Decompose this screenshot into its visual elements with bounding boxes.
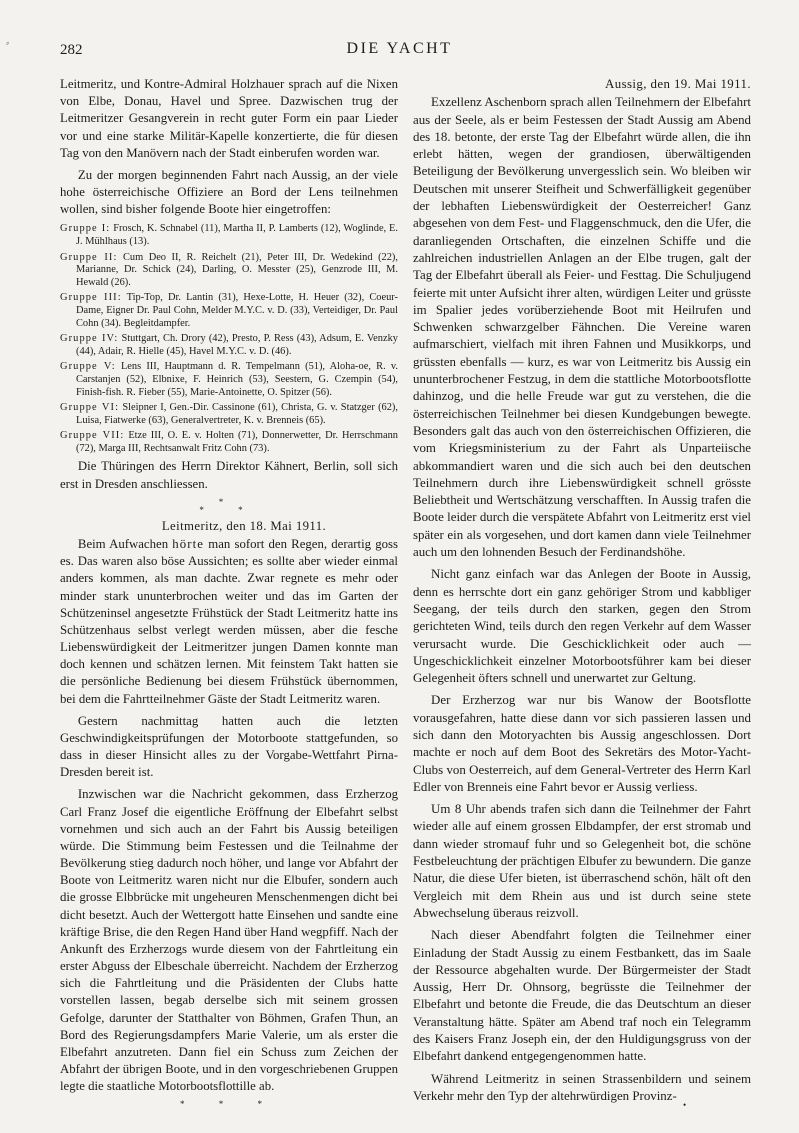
- boat-list: [60, 223, 398, 455]
- group-label: Gruppe VII:: [60, 430, 125, 442]
- group-label: Gruppe VI:: [60, 402, 120, 414]
- group-text: Etze III, O. E. v. Holten (71), Donnerwetter, Dr. Herrschmann (72), Marga III, Rechtsanwalt Fritz Cohn (73).: [76, 430, 398, 454]
- boat-group: [60, 333, 398, 358]
- left-column: [60, 76, 398, 1112]
- running-title: DIE YACHT: [346, 40, 453, 57]
- emphasis: hörte: [172, 536, 205, 551]
- paragraph: Nicht ganz einfach war das Anlegen der Boote in Aussig, denn es herrschte dort ein ganz gehöriger Strom und kabbliger Seegang, der teils durch den starken, gegen den Strom gerichteten Wind, teils durch den regen Verkehr auf dem Wasser verursacht wurde. Die Geschicklichkeit oder auch — Ungeschicklichkeit einzelner Motorbootsführer kam bei dieser Gelegenheit öfters schnell und unerwartet zur Geltung.: [413, 567, 751, 686]
- group-label: Gruppe IV:: [60, 333, 119, 345]
- stars-row: * *: [199, 504, 259, 515]
- boat-group: [60, 223, 398, 248]
- boat-group: [60, 292, 398, 330]
- paragraph: Gestern nachmittag hatten auch die letzten Geschwindigkeitsprüfungen der Motorboote stattgefunden, so dass in dieser Hinsicht alles zu der Vorgabe-Wettfahrt Pirna-Dresden bereit ist.: [60, 713, 398, 780]
- text-run: man sofort den Regen, derartig goss es. Das waren also böse Aussichten; es sollte aber wieder einmal anders kommen, als man dachte. Zwar regnete es mehr oder minder stark ununterbrochen weiter und das im Garten der Schützeninsel angesetzte Frühstück der Stadt Leitmeritz hatte ins Schützenhaus selbst verlegt werden müssen, aber die fesche Liebenswürdigkeit der Leitmeritzer jungen Damen konnte man doch kennen und schätzen lernen. Mit feinstem Takt hatten sie die persönliche Bedienung bei diesem Frühstück übernommen, bei dem die Fahrtteilnehmer Gäste der Stadt Leitmeritz waren.: [60, 536, 398, 706]
- paragraph: Während Leitmeritz in seinen Strassenbildern und seinem Verkehr mehr den Typ der altehrwürdigen Provinz-: [413, 1071, 751, 1103]
- text-run: Beim Aufwachen: [77, 536, 173, 551]
- boat-group: [60, 430, 398, 455]
- paragraph: Die Thüringen des Herrn Direktor Kähnert, Berlin, soll sich erst in Dresden anschliessen.: [60, 459, 398, 491]
- page-number: 282: [60, 42, 83, 58]
- group-label: Gruppe III:: [60, 292, 122, 304]
- paragraph: Inzwischen war die Nachricht gekommen, dass Erzherzog Carl Franz Josef die eigentliche Eröffnung der Elbefahrt selbst vornehmen und sich auch an der Fahrt bis Aussig beteiligen würde. Die Stimmung beim Festessen und die Teilnahme der Bevölkerung stieg dadurch noch höher, und lange vor Abfahrt der Boote von Leitmeritz waren nicht nur die Elbufer, sondern auch die grosse Elbbrücke mit ungeheuren Menschenmengen dicht bei dicht besetzt. Auch der Wettergott hatte Einsehen und sandte eine kräftige Brise, die den Regen Hand über Hand wegpfiff. Nach der Ankunft des Erzherzogs wurde diesem von der Fahrtleitung ein erster Abguss der Elbeschale überreicht. Nachdem der Erzherzog sich die Fahrtleitung und die Präsidenten der Clubs hatte vorstellen lassen, begab derselbe sich mit seinem grossen Gefolge, darunter der Statthalter von Böhmen, Grafen Thun, an Bord des Regierungsdampfers Marie Valerie, um als erster die Elbefahrt anzutreten. Dann fiel ein Schuss zum Zeichen der Abfahrt der übrigen Boote, und in den vorgeschriebenen Gruppen legte die staatliche Motorbootsflottille ab.: [60, 787, 398, 1094]
- group-label: Gruppe II:: [60, 251, 118, 263]
- right-column: [413, 76, 751, 1110]
- dateline: Aussig, den 19. Mai 1911.: [605, 77, 751, 91]
- boat-group: [60, 252, 398, 290]
- paragraph: Um 8 Uhr abends trafen sich dann die Teilnehmer der Fahrt wieder alle auf einem grossen Elbdampfer, der erst stromab und dann wieder stromauf fuhr und so Gelegenheit bot, die schöne Festbeleuchtung der prächtigen Elbufer zu bewundern. Die ganze Natur, die diese Ufer bieten, ist überraschend schön, hält oft den Vergleich mit dem Rhein aus und ist durch seine stete Abwechselung überaus reizvoll.: [413, 802, 751, 920]
- group-text: Sleipner I, Gen.-Dir. Cassinone (61), Christa, G. v. Statzger (62), Luisa, Fiatwerke (63), Generalvertreter, K. v. Brenneis (65).: [76, 402, 398, 426]
- paragraph: [60, 536, 398, 708]
- paragraph: Nach dieser Abendfahrt folgten die Teilnehmer einer Einladung der Stadt Aussig zu einem Festbankett, das im Saale der Ressource abgehalten wurde. Der Bürgermeister der Stadt Aussig, Herr Dr. Ohnsorg, begrüsste die Teilnehmer der Elbefahrt und betonte die Freude, die das Deutschtum an dieser Veranstaltung hätte. Später am Abend traf noch ein Telegramm des Kaisers Franz Joseph ein, der den Huldigungsgruss von der Elbefahrt dankend entgegengenommen hatte.: [413, 928, 751, 1064]
- dateline: Leitmeritz, den 18. Mai 1911.: [161, 518, 327, 533]
- paragraph: Der Erzherzog war nur bis Wanow der Bootsflotte vorausgefahren, hatte diese dann vor sich passieren lassen und sich dann den Motoryachten bis Aussig angeschlossen. Dort machte er noch auf dem Boot des Sekretärs des Motor-Yacht-Clubs von Oesterreich, auf dem General-Vertreter des Herrn Karl Edler von Brenneis eine Fahrt bevor er Aussig verliess.: [413, 693, 751, 794]
- stars-row: *: [218, 496, 240, 507]
- boat-group: [60, 402, 398, 427]
- paragraph: Leitmeritz, und Kontre-Admiral Holzhauer sprach auf die Nixen von Elbe, Donau, Havel und Spree. Dazwischen trug der Leitmeritzer Gesangverein in recht guter Form ein paar Lieder vor und eine starke Militär-Kapelle konzertierte, die für diesen Tag von den Manövern nach der Stadt einberufen worden war.: [60, 77, 398, 160]
- group-text: Frosch, K. Schnabel (11), Martha II, P. Lamberts (12), Woglinde, E. J. Mühlhaus (13).: [76, 223, 398, 247]
- end-divider: * * *: [180, 1099, 278, 1110]
- group-text: Stuttgart, Ch. Drory (42), Presto, P. Ress (43), Adsum, E. Venzky (44), Adair, R. Hielle (45), Havel M.Y.C. v. D. (46).: [76, 333, 398, 357]
- paragraph: Exzellenz Aschenborn sprach allen Teilnehmern der Elbefahrt aus der Seele, als er beim Festessen der Stadt Aussig am Abend des 18. betonte, der erste Tag der Elbefahrt würde allen, die ihn erlebt hätten, wegen der grandiosen, überwältigenden Beteiligung der Bevölkerung unvergesslich sein. Wo bleiben wir Deutschen mit unserer Steifheit und Schwerfälligkeit gegenüber der lebhaften Liebenswürdigkeit der Oesterreicher! Ganz abgesehen von dem Fest- und Flaggenschmuck, den die Ufer, die daranliegenden Ortschaften, die einzelnen Schiffe und die zahlreichen industriellen Anlagen an der Elbe trugen, galt der Tag der Elbefahrt überall als Feier- und Festtag. Die Schuljugend feierte mit unter Aufsicht ihrer alten, würdigen Leiter und grüsste im Spalier jedes vorüberziehende Boot mit Heilrufen und Schwenken schwarzgelber Fähnchen. Die Vereine waren aufmarschiert, vielfach mit ihren Fahnen und Musikkorps, und grüssten ebenfalls — kurz, es war von Leitmeritz bis Aussig ein ununterbrochener Festzug, in dem die stattliche Motorbootsflotte dahinzog, und die helle Freude war gut zu verstehen, die die österreichischen Teilnehmer bei diesen Kundgebungen bewegte. Besonders galt das auch von den österreichischen Offizieren, die vom Kriegsministerium zu der Fahrt als Unparteiische abkommandiert waren und die sich auch bei den deutschen Teilnehmern durch ihre Liebenswürdigkeit schnell grösste Beliebtheit und Wertschätzung verschafften. In Aussig trafen die Boote leider durch die verspätete Abfahrt von Leitmeritz erst viel später ein als vorgesehen, und dort kamen dann viele Teilnehmer auch um den lohnenden Besuch der Ferdinandshöhe.: [413, 95, 751, 560]
- boat-group: [60, 361, 398, 399]
- group-text: Lens III, Hauptmann d. R. Tempelmann (51), Aloha-oe, R. v. Carstanjen (52), Elbnixe, F. Heinrich (53), Seestern, G. Czempin (54), Finish-fish. R. Fieber (55), Marie-Antoinette, O. Spitzer (56).: [76, 361, 398, 398]
- page-dot: •: [683, 1100, 687, 1110]
- paragraph: Zu der morgen beginnenden Fahrt nach Aussig, an der viele hohe österreichische Offiziere an Bord der Lens teilnehmen wollen, sind bisher folgende Boote hier eingetroffen:: [60, 167, 398, 217]
- section-divider: [60, 498, 398, 514]
- group-text: Tip-Top, Dr. Lantin (31), Hexe-Lotte, H. Heuer (32), Coeur-Dame, Eigner Dr. Paul Cohn, Melder M.Y.C. v. D. (33), Verteidiger, Dr. Paul Cohn (34). Begleitdampfer.: [76, 292, 398, 329]
- group-label: Gruppe I:: [60, 223, 111, 235]
- group-label: Gruppe V:: [60, 361, 116, 373]
- margin-mark: ⸗: [6, 38, 10, 49]
- group-text: Cum Deo II, R. Reichelt (21), Peter III, Dr. Wedekind (22), Marianne, Dr. Schick (24), Darling, O. Messter (25), Genzrode III, M. Hewald (26).: [76, 251, 398, 288]
